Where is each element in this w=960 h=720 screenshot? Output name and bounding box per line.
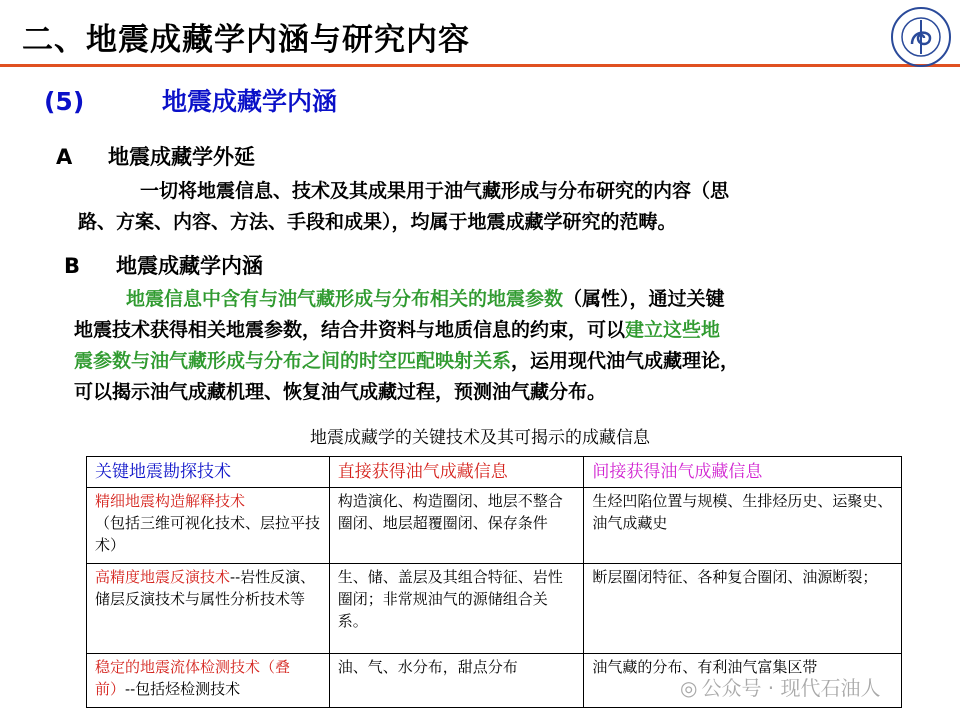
section-a-line-1: 一切将地震信息、技术及其成果用于油气藏形成与分布研究的内容（思 [140,180,730,202]
section-a-line-2: 路、方案、内容、方法、手段和成果），均属于地震成藏学研究的范畴。 [78,211,677,233]
header-direct-info: 直接获得油气成藏信息 [329,457,584,488]
table-cell-tech [87,654,330,708]
table-row [87,564,902,654]
table-header-row [87,457,902,488]
section-a-heading [56,141,255,171]
subtitle-number: (5) [44,87,85,116]
section-b-letter: B [64,254,81,278]
tech-detail: --岩性反演、储层反演技术与属性分析技术等 [95,568,316,608]
watermark-text: 公众号 · 现代石油人 [701,676,881,700]
tech-name: 精细地震构造解释技术 [95,492,246,510]
university-seal-icon [890,6,952,68]
section-b-line-1 [74,284,914,315]
section-b-line-2-text: 地震技术获得相关地震参数，结合井资料与地质信息的约束，可以 [74,319,626,341]
section-b-line-3-highlight: 震参数与油气藏形成与分布之间的时空匹配映射关系 [74,350,512,372]
table-cell-indirect: 油气藏的分布、有利油气富集区带 [584,654,902,708]
section-b-heading [64,250,263,280]
header-key-tech: 关键地震勘探技术 [87,457,330,488]
title-divider [0,64,960,67]
section-a-letter: A [56,145,73,169]
section-b-line-2 [74,315,914,346]
table-cell-direct: 油、气、水分布，甜点分布 [329,654,584,708]
table-row [87,488,902,564]
section-b-line-2-highlight: 建立这些地 [625,319,721,341]
section-subtitle [44,82,337,118]
subtitle-text: 地震成藏学内涵 [162,87,338,116]
section-b-title: 地震成藏学内涵 [116,254,263,278]
page-title: 二、地震成藏学内涵与研究内容 [22,22,470,58]
watermark [680,672,881,701]
section-b-line-3-rest: ，运用现代油气成藏理论， [511,350,740,372]
table-caption: 地震成藏学的关键技术及其可揭示的成藏信息 [310,428,650,448]
table-cell-direct: 构造演化、构造圈闭、地层不整合圈闭、地层超覆圈闭、保存条件 [329,488,584,564]
wechat-icon: ◎ [680,676,698,700]
section-a-paragraph [78,176,908,238]
tech-name: 稳定的地震流体检测技术（叠前） [95,658,291,698]
section-b-line-1-highlight: 地震信息中含有与油气藏形成与分布相关的地震参数 [126,288,564,310]
tech-detail: （包括三维可视化技术、层拉平技术） [95,514,321,554]
table-cell-direct: 生、储、盖层及其组合特征、岩性圈闭；非常规油气的源储组合关系。 [329,564,584,654]
tech-name: 高精度地震反演技术 [95,568,231,586]
section-b-line-3 [74,346,914,377]
section-b-line-1-rest: （属性），通过关键 [563,288,725,310]
section-a-title: 地震成藏学外延 [108,145,255,169]
table-cell-indirect: 断层圈闭特征、各种复合圈闭、油源断裂； [584,564,902,654]
section-b-line-4: 可以揭示油气成藏机理、恢复油气成藏过程，预测油气藏分布。 [74,381,607,403]
section-b-paragraph [74,284,914,408]
header-indirect-info: 间接获得油气成藏信息 [584,457,902,488]
tech-detail: --包括烃检测技术 [125,680,241,698]
tech-info-table [86,456,902,708]
table-cell-tech [87,488,330,564]
table-cell-indirect: 生烃凹陷位置与规模、生排烃历史、运聚史、油气成藏史 [584,488,902,564]
table-cell-tech [87,564,330,654]
